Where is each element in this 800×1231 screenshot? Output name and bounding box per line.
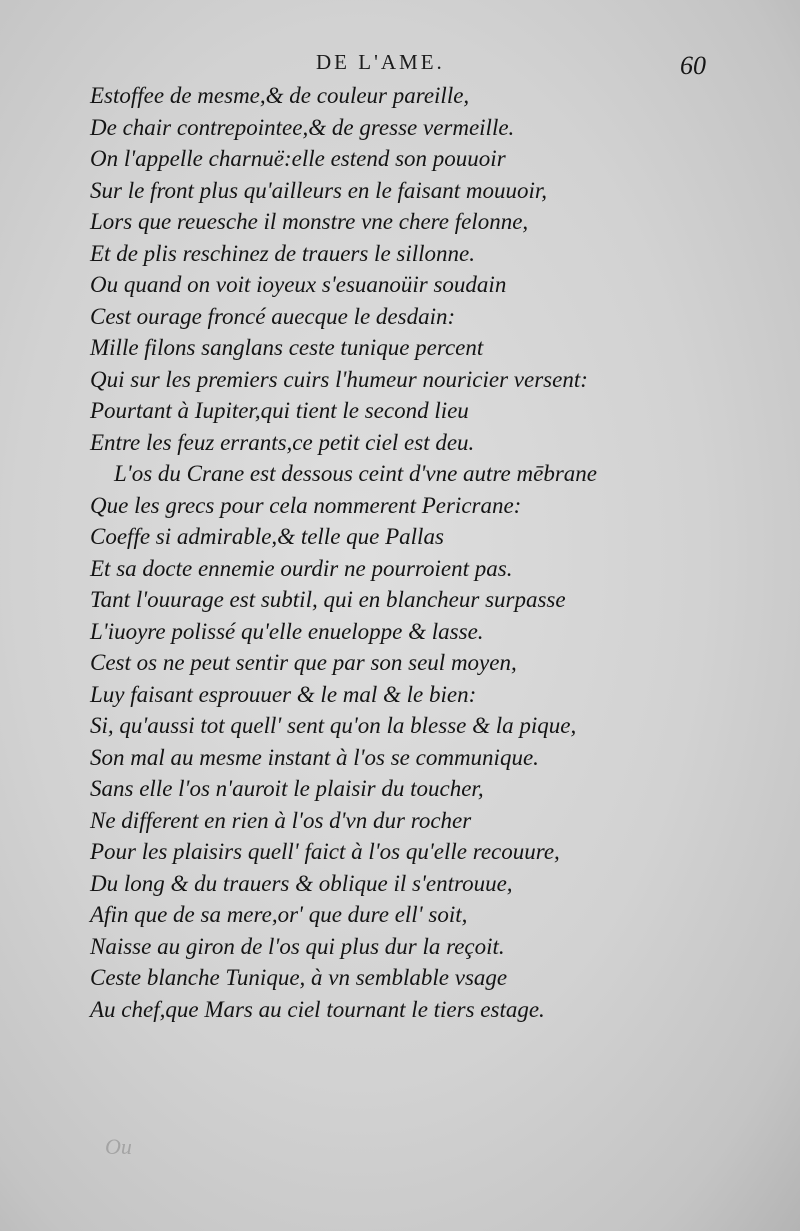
verse-line: Son mal au mesme instant à l'os se communique. <box>90 744 539 770</box>
verse-line: Naisse au giron de l'os qui plus dur la reçoit. <box>90 933 505 959</box>
verse-line: Au chef,que Mars au ciel tournant le tiers estage. <box>90 996 545 1022</box>
verse-text <box>90 80 730 1025</box>
verse-line: Sans elle l'os n'auroit le plaisir du toucher, <box>90 776 484 801</box>
verse-line: Ne different en rien à l'os d'vn dur rocher <box>90 807 472 833</box>
verse-line: Qui sur les premiers cuirs l'humeur nouricier versent: <box>90 366 588 392</box>
verse-line: Que les grecs pour cela nommerent Pericrane: <box>90 492 522 518</box>
verse-line: Entre les feuz errants,ce petit ciel est deu. <box>90 429 475 455</box>
verse-line: Du long & du trauers & oblique il s'entrouue, <box>90 870 513 896</box>
verse-line: Ou quand on voit ioyeux s'esuanoüir soudain <box>90 272 507 297</box>
page-number: 60 <box>680 51 706 80</box>
verse-line: Tant l'ouurage est subtil, qui en blancheur surpasse <box>90 587 566 612</box>
verse-line: Lors que reuesche il monstre vne chere felonne, <box>90 209 529 234</box>
verse-line: Estoffee de mesme,& de couleur pareille, <box>90 83 470 108</box>
verse-line: L'iuoyre polissé qu'elle enueloppe & lasse. <box>90 618 484 644</box>
verse-line: Mille filons sanglans ceste tunique percent <box>90 335 484 360</box>
verse-line: On l'appelle charnuë:elle estend son pouuoir <box>90 146 506 171</box>
verse-line: Et sa docte ennemie ourdir ne pourroient pas. <box>90 555 513 581</box>
verse-line: Pour les plaisirs quell' faict à l'os qu'elle recouure, <box>90 839 560 864</box>
verse-line: Cest os ne peut sentir que par son seul moyen, <box>90 650 517 675</box>
verse-line: L'os du Crane est dessous ceint d'vne autre mēbrane <box>114 461 597 486</box>
verse-line: Ceste blanche Tunique, à vn semblable vsage <box>90 965 508 990</box>
verse-line: Afin que de sa mere,or' que dure ell' soit, <box>90 902 468 927</box>
running-head: DE L'AME. <box>316 50 445 74</box>
verse-line: Coeffe si admirable,& telle que Pallas <box>90 524 444 549</box>
verse-line: De chair contrepointee,& de gresse vermeille. <box>90 114 515 140</box>
verse-line: Sur le front plus qu'ailleurs en le faisant mouuoir, <box>90 177 548 203</box>
page-header <box>0 50 800 84</box>
verse-line: Et de plis reschinez de trauers le sillonne. <box>90 240 475 266</box>
catchword: Ou <box>105 1134 132 1159</box>
verse-line: Pourtant à Iupiter,qui tient le second lieu <box>90 398 469 423</box>
verse-line: Luy faisant esprouuer & le mal & le bien: <box>90 681 477 707</box>
verse-line: Cest ourage froncé auecque le desdain: <box>90 303 456 329</box>
verse-line: Si, qu'aussi tot quell' sent qu'on la blesse & la pique, <box>90 713 577 738</box>
